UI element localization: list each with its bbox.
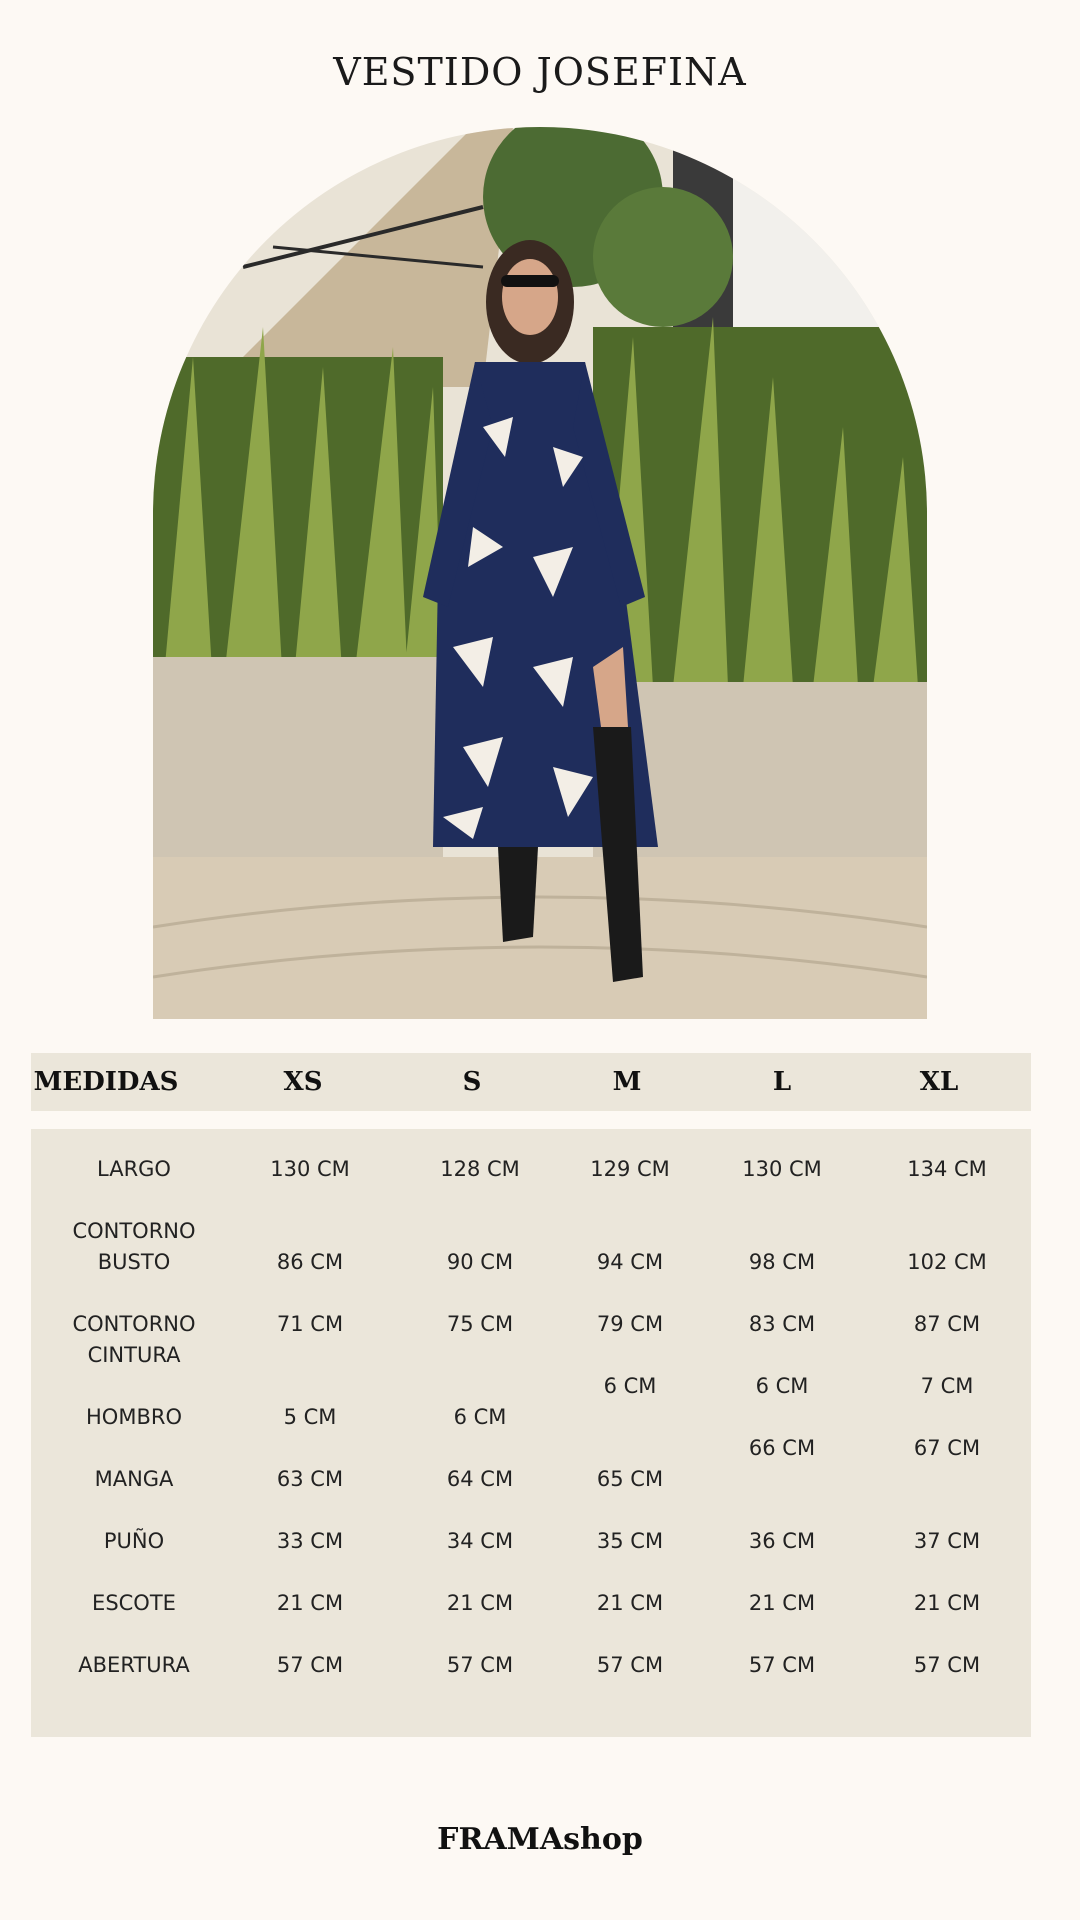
row-label-largo: LARGO (97, 1157, 171, 1181)
cintura-m: 79 CM (596, 1312, 664, 1336)
busto-s: 90 CM (446, 1250, 514, 1274)
busto-xs: 86 CM (276, 1250, 344, 1274)
escote-xl: 21 CM (913, 1591, 981, 1615)
busto-l: 98 CM (748, 1250, 816, 1274)
puno-xl: 37 CM (913, 1529, 981, 1553)
manga-xs: 63 CM (276, 1467, 344, 1491)
row-label-escote: ESCOTE (92, 1591, 176, 1615)
cintura-l: 83 CM (748, 1312, 816, 1336)
largo-m: 129 CM (590, 1157, 670, 1181)
manga-l: 66 CM (748, 1436, 816, 1460)
row-label-manga: MANGA (94, 1467, 174, 1491)
largo-xl: 134 CM (907, 1157, 987, 1181)
row-label-puno: PUÑO (103, 1529, 165, 1553)
cintura-xs: 71 CM (276, 1312, 344, 1336)
cintura-s: 75 CM (446, 1312, 514, 1336)
largo-l: 130 CM (742, 1157, 822, 1181)
page-title: VESTIDO JOSEFINA (333, 50, 747, 94)
abertura-xl: 57 CM (913, 1653, 981, 1677)
escote-xs: 21 CM (276, 1591, 344, 1615)
abertura-l: 57 CM (748, 1653, 816, 1677)
row-label-cintura-line2: CINTURA (87, 1343, 181, 1367)
cintura-xl: 87 CM (913, 1312, 981, 1336)
escote-m: 21 CM (596, 1591, 664, 1615)
row-label-abertura: ABERTURA (78, 1653, 190, 1677)
hombro-m: 6 CM (603, 1374, 657, 1398)
header-medidas: MEDIDAS (33, 1067, 179, 1097)
header-s: S (462, 1067, 482, 1097)
hombro-xs: 5 CM (283, 1405, 337, 1429)
header-m: M (612, 1067, 642, 1097)
puno-s: 34 CM (446, 1529, 514, 1553)
hombro-xl: 7 CM (920, 1374, 974, 1398)
manga-s: 64 CM (446, 1467, 514, 1491)
busto-xl: 102 CM (907, 1250, 987, 1274)
manga-m: 65 CM (596, 1467, 664, 1491)
product-photo (153, 127, 927, 1019)
puno-l: 36 CM (748, 1529, 816, 1553)
size-table (31, 1129, 1031, 1737)
header-xl: XL (919, 1067, 959, 1097)
busto-m: 94 CM (596, 1250, 664, 1274)
row-label-hombro: HOMBRO (86, 1405, 182, 1429)
puno-m: 35 CM (596, 1529, 664, 1553)
header-l: L (772, 1067, 792, 1097)
manga-xl: 67 CM (913, 1436, 981, 1460)
abertura-m: 57 CM (596, 1653, 664, 1677)
size-table-header (31, 1053, 1031, 1111)
hombro-l: 6 CM (755, 1374, 809, 1398)
row-label-busto-line2: BUSTO (97, 1250, 171, 1274)
escote-s: 21 CM (446, 1591, 514, 1615)
brand-name: FRAMAshop (437, 1822, 643, 1857)
puno-xs: 33 CM (276, 1529, 344, 1553)
hombro-s: 6 CM (453, 1405, 507, 1429)
largo-s: 128 CM (440, 1157, 520, 1181)
escote-l: 21 CM (748, 1591, 816, 1615)
header-xs: XS (283, 1067, 323, 1097)
row-label-busto-line1: CONTORNO (72, 1219, 196, 1243)
largo-xs: 130 CM (270, 1157, 350, 1181)
abertura-s: 57 CM (446, 1653, 514, 1677)
row-label-cintura-line1: CONTORNO (72, 1312, 196, 1336)
abertura-xs: 57 CM (276, 1653, 344, 1677)
